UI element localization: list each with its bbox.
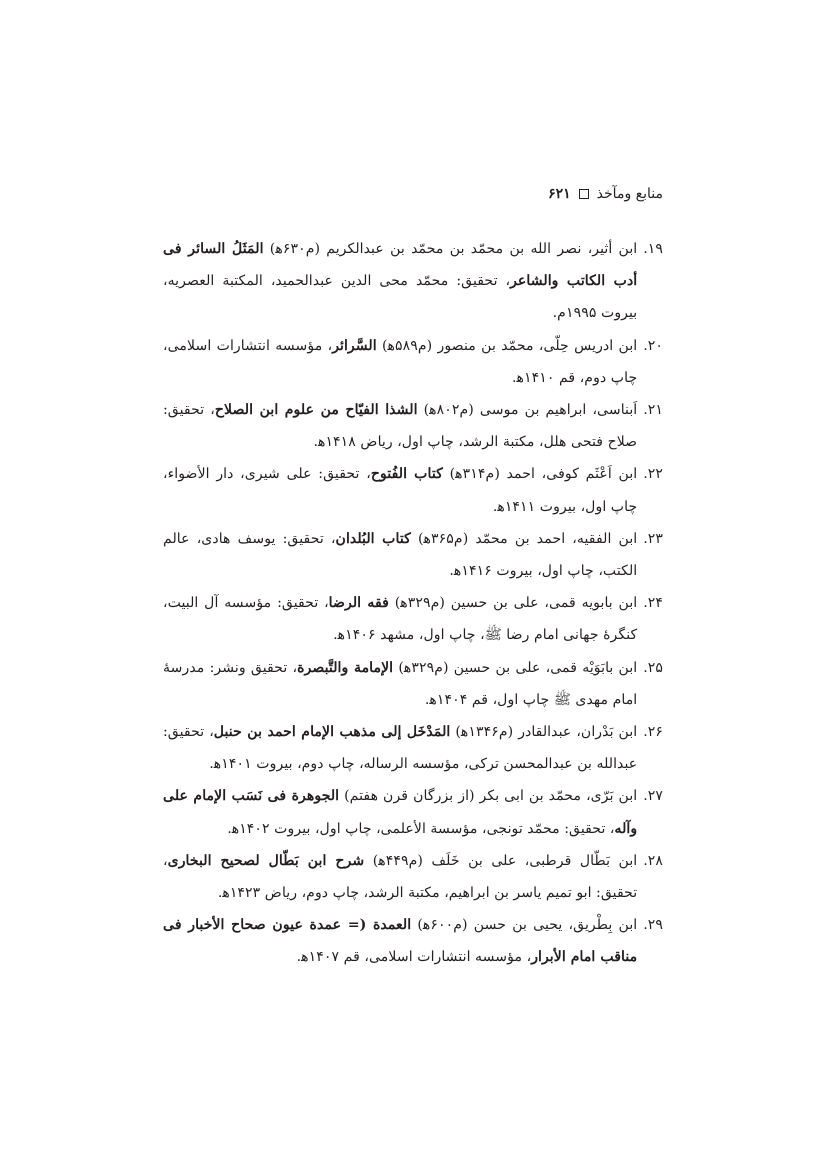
- entry-author: ابن بَرّی، محمّد بن ابی بکر (از بزرگان قرن هفتم): [339, 788, 638, 805]
- entry-number: ۲۲.: [643, 466, 663, 483]
- entry-publication: ، مؤسسه انتشارات اسلامی، چاپ دوم، قم ۱۴۱۰ه‍.: [163, 337, 638, 386]
- entry-text: [163, 523, 637, 587]
- entry-author: ابن بِطْریق، یحیی بن حسن (م۶۰۰ه‍): [411, 917, 638, 934]
- bibliography-entry: [163, 523, 663, 587]
- entry-publication: ، مؤسسه انتشارات اسلامی، قم ۱۴۰۷ه‍.: [296, 949, 532, 966]
- bibliography-entry: [163, 394, 663, 458]
- entry-number: ۲۳.: [643, 530, 663, 547]
- entry-author: ابن بَدْران، عبدالقادر (م۱۳۴۶ه‍): [450, 724, 638, 741]
- entry-number: ۲۵.: [643, 659, 663, 676]
- entry-title: الجوهرة فی نَسَب الإمام علی وآله: [163, 788, 638, 837]
- entry-text: [163, 716, 637, 780]
- entry-author: ابن الفقیه، احمد بن محمّد (م۳۶۵ه‍): [410, 530, 638, 547]
- entry-publication: ، تحقیق ونشر: مدرسهٔ امام مهدی ﷺ چاپ اول، قم ۱۴۰۴ه‍.: [163, 659, 638, 708]
- bibliography-entry: [163, 716, 663, 780]
- entry-number: ۲۸.: [643, 852, 663, 869]
- entry-title: کتاب الفُتوح: [370, 466, 443, 483]
- entry-publication: ، تحقیق: یوسف هادی، عالم الکتب، چاپ اول، بیروت ۱۴۱۶ه‍.: [163, 530, 638, 580]
- entry-text: [163, 233, 637, 330]
- entry-number: ۲۷.: [643, 788, 663, 805]
- entry-author: ابن بابویه قمی، علی بن حسین (م۳۲۹ه‍): [388, 595, 638, 612]
- bibliography-entry: [163, 780, 663, 844]
- entry-author: اَبناسی، ابراهیم بن موسی (م۸۰۲ه‍): [417, 402, 638, 419]
- entry-text: [163, 330, 637, 394]
- entry-number: ۲۱.: [643, 402, 663, 419]
- bibliography-entry: [163, 233, 663, 330]
- entry-title: کتاب البُلدان: [335, 530, 411, 547]
- entry-title: فقه الرضا: [328, 595, 389, 612]
- entry-author: ابن أثیر، نصر الله بن محمّد بن محمّد بن عبدالکریم (م۶۳۰ه‍): [263, 241, 638, 257]
- entry-title: المَدْخَل إلی مذهب الإمام احمد بن حنبل: [213, 724, 451, 741]
- entry-author: ابن ادریس حِلّی، محمّد بن منصور (م۵۸۹ه‍): [376, 337, 638, 354]
- bibliography-entry: [163, 458, 663, 522]
- entry-text: [163, 780, 637, 844]
- entry-number: ۲۹.: [643, 917, 663, 934]
- square-bullet-icon: [579, 189, 589, 199]
- bibliography-list: [163, 233, 663, 974]
- bibliography-entry: [163, 652, 663, 716]
- entry-text: [163, 458, 637, 522]
- entry-title: الشذا الفیّاح من علوم ابن الصلاح: [214, 402, 418, 419]
- entry-number: ۲۶.: [643, 724, 663, 741]
- entry-text: [163, 394, 637, 458]
- entry-publication: ، تحقیق: عبدالله بن عبدالمحسن ترکی، مؤسسه الرساله، چاپ دوم، بیروت ۱۴۰۱ه‍.: [163, 724, 638, 773]
- section-title: منابع ومآخذ: [596, 186, 663, 202]
- entry-publication: ، تحقیق: مؤسسه آل البیت، کنگرهٔ جهانی امام رضا ﷺ، چاپ اول، مشهد ۱۴۰۶ه‍.: [163, 595, 638, 644]
- entry-title: العمدة (= عمدة عیون صحاح الأخبار فی مناقب امام الأبرار: [163, 917, 638, 966]
- entry-text: [163, 909, 637, 973]
- entry-text: [163, 845, 637, 909]
- entry-number: ۱۹.: [643, 241, 663, 257]
- bibliography-entry: [163, 587, 663, 651]
- entry-title: المَثَلُ السائر فی أدب الکاتب والشاعر: [163, 241, 638, 290]
- bibliography-entry: [163, 330, 663, 394]
- entry-publication: ، تحقیق: علی شیری، دار الأضواء، چاپ اول، بیروت ۱۴۱۱ه‍.: [163, 466, 638, 515]
- entry-title: شرح ابن بَطّال لصحیح البخاری: [167, 852, 365, 869]
- entry-number: ۲۰.: [643, 337, 663, 354]
- bibliography-entry: [163, 909, 663, 973]
- entry-publication: ، تحقیق: محمّد محی الدین عبدالحمید، المکتبة العصریه، بیروت ۱۹۹۵م.: [163, 273, 638, 322]
- entry-number: ۲۴.: [643, 595, 663, 612]
- entry-publication: ، تحقیق: محمّد تونجی، مؤسسة الأعلمی، چاپ اول، بیروت ۱۴۰۲ه‍.: [227, 820, 615, 837]
- entry-text: [163, 587, 637, 651]
- entry-text: [163, 652, 637, 716]
- entry-author: ابن بابَوَیْه قمی، علی بن حسین (م۳۲۹ه‍): [393, 659, 638, 676]
- entry-author: ابن بَطّال قرطبی، علی بن خَلَف (م۴۴۹ه‍): [364, 852, 638, 869]
- entry-publication: ، تحقیق: ابو تمیم یاسر بن ابراهیم، مکتبة الرشد، چاپ دوم، ریاض ۱۴۲۳ه‍.: [163, 852, 638, 902]
- entry-title: الإمامة والتَّبصرة: [297, 659, 394, 676]
- entry-publication: ، تحقیق: صلاح فتحی هلل، مکتبة الرشد، چاپ اول، ریاض ۱۴۱۸ه‍.: [163, 402, 638, 451]
- running-header: [548, 186, 663, 202]
- entry-author: ابن اَعْثَم کوفی، احمد (م۳۱۴ه‍): [442, 466, 638, 483]
- entry-title: السَّرائر: [332, 337, 377, 354]
- bibliography-entry: [163, 845, 663, 909]
- page-number: ۶۲۱: [548, 186, 571, 202]
